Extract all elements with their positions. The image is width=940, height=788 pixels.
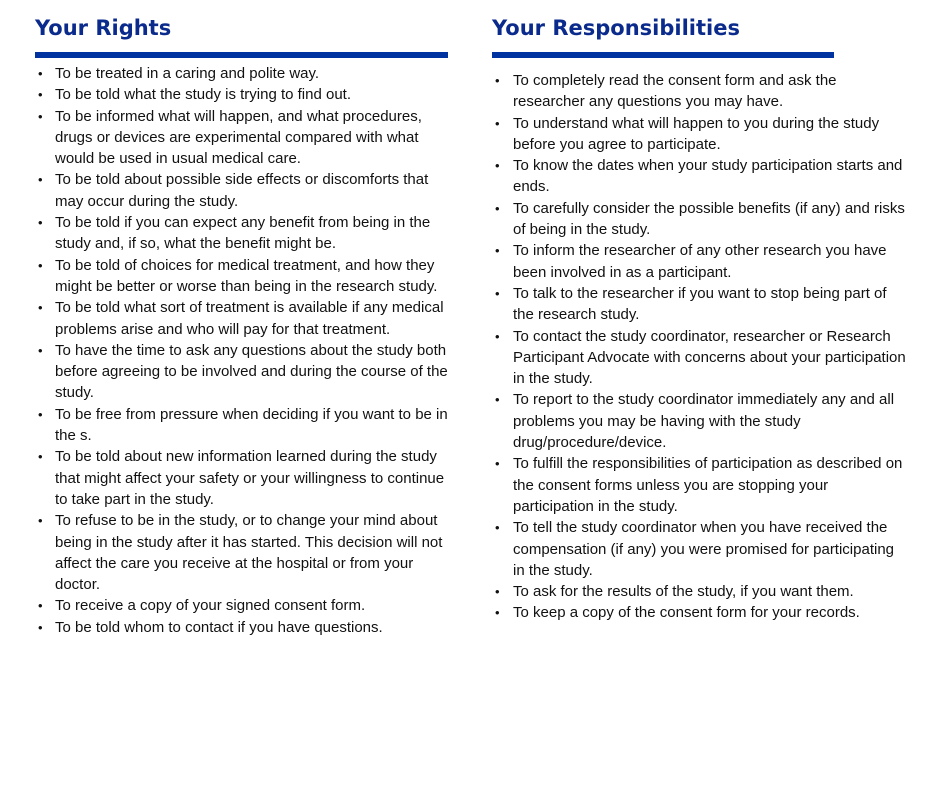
bullet-icon: •	[38, 108, 43, 124]
list-item-text: To have the time to ask any questions about the study both before agreeing to be involved and during the course of the study.	[55, 341, 448, 402]
list-item-text: To be told what sort of treatment is available if any medical problems arise and who will pay for that treatment.	[55, 299, 444, 338]
bullet-icon: •	[38, 257, 43, 273]
list-item-text: To be told whom to contact if you have questions.	[55, 618, 383, 636]
responsibilities-heading-rule	[492, 52, 834, 58]
list-item	[492, 240, 906, 283]
list-item	[35, 84, 448, 105]
bullet-icon: •	[495, 605, 500, 621]
responsibilities-heading: Your Responsibilities	[492, 16, 740, 40]
list-item-text: To be free from pressure when deciding if you want to be in the s.	[55, 405, 448, 445]
list-item-text: To inform the researcher of any other research you have been involved in as a participant.	[513, 242, 887, 281]
list-item-text: To report to the study coordinator immediately any and all problems you may be having with the study drug/procedure/device.	[513, 391, 895, 452]
list-item	[35, 169, 448, 212]
bullet-icon: •	[495, 158, 500, 174]
list-item	[35, 63, 448, 84]
bullet-icon: •	[495, 584, 500, 600]
responsibilities-list	[492, 70, 906, 624]
list-item-text: To be told of choices for medical treatment, and how they might be better or worse than being in the research study.	[55, 256, 438, 295]
list-item-text: To be told about new information learned during the study that might affect your safety or your willingness to continue to take part in the study.	[55, 448, 445, 508]
list-item	[492, 581, 906, 602]
list-item-text: To be treated in a caring and polite way.	[55, 65, 320, 82]
list-item-text: To be informed what will happen, and what procedures, drugs or devices are experimental compared with what would be used in usual medical care.	[55, 107, 422, 168]
rights-heading-rule	[35, 52, 448, 58]
list-item	[35, 297, 448, 340]
bullet-icon: •	[38, 513, 43, 529]
list-item-text: To receive a copy of your signed consent form.	[55, 597, 366, 615]
list-item	[35, 340, 448, 404]
bullet-icon: •	[38, 215, 43, 231]
bullet-icon: •	[495, 285, 500, 301]
list-item	[35, 212, 448, 255]
list-item	[35, 595, 448, 616]
list-item	[492, 70, 906, 113]
bullet-icon: •	[495, 456, 500, 472]
list-item	[35, 446, 448, 510]
list-item-text: To ask for the results of the study, if you want them.	[513, 583, 854, 601]
list-item-text: To talk to the researcher if you want to stop being part of the research study.	[513, 284, 887, 324]
list-item	[35, 404, 448, 447]
rights-heading: Your Rights	[35, 16, 172, 40]
bullet-icon: •	[38, 66, 43, 81]
list-item-text: To keep a copy of the consent form for your records.	[513, 604, 860, 622]
bullet-icon: •	[495, 392, 500, 408]
bullet-icon: •	[38, 300, 43, 316]
list-item	[492, 283, 906, 326]
rights-list	[35, 63, 448, 638]
list-item-text: To refuse to be in the study, or to change your mind about being in the study after it has started. This decision will not affect the care you receive at the hospital or from your doctor.	[55, 512, 443, 594]
bullet-icon: •	[38, 406, 43, 422]
bullet-icon: •	[495, 243, 500, 259]
list-item-text: To be told what the study is trying to find out.	[55, 86, 352, 104]
list-item	[492, 113, 906, 156]
bullet-icon: •	[38, 342, 43, 358]
bullet-icon: •	[495, 328, 500, 344]
bullet-icon: •	[38, 172, 43, 188]
list-item	[492, 198, 906, 241]
list-item-text: To tell the study coordinator when you have received the compensation (if any) you were promised for participating in the study.	[513, 519, 895, 579]
list-item-text: To contact the study coordinator, researcher or Research Participant Advocate with concerns about your participation in the study.	[513, 327, 906, 388]
bullet-icon: •	[38, 449, 43, 465]
list-item	[492, 453, 906, 517]
bullet-icon: •	[38, 598, 43, 614]
list-item-text: To be told about possible side effects or discomforts that may occur during the study.	[55, 171, 429, 210]
bullet-icon: •	[495, 115, 500, 131]
list-item	[35, 255, 448, 298]
list-item	[492, 389, 906, 453]
bullet-icon: •	[495, 200, 500, 216]
list-item	[492, 326, 906, 390]
list-item-text: To understand what will happen to you during the study before you agree to participate.	[513, 114, 880, 153]
bullet-icon: •	[495, 520, 500, 536]
list-item-text: To carefully consider the possible benefits (if any) and risks of being in the study.	[513, 199, 905, 239]
list-item-text: To fulfill the responsibilities of participation as described on the consent forms unless you are stopping your participation in the study.	[513, 455, 903, 515]
list-item-text: To know the dates when your study participation starts and ends.	[513, 157, 903, 196]
list-item	[35, 510, 448, 595]
list-item	[492, 602, 906, 623]
list-item	[35, 617, 448, 638]
list-item	[35, 106, 448, 170]
list-item-text: To be told if you can expect any benefit from being in the study and, if so, what the benefit might be.	[55, 214, 431, 253]
bullet-icon: •	[38, 87, 43, 103]
bullet-icon: •	[495, 73, 500, 88]
list-item	[492, 155, 906, 198]
list-item	[492, 517, 906, 581]
bullet-icon: •	[38, 619, 43, 635]
list-item-text: To completely read the consent form and ask the researcher any questions you may have.	[513, 72, 837, 111]
